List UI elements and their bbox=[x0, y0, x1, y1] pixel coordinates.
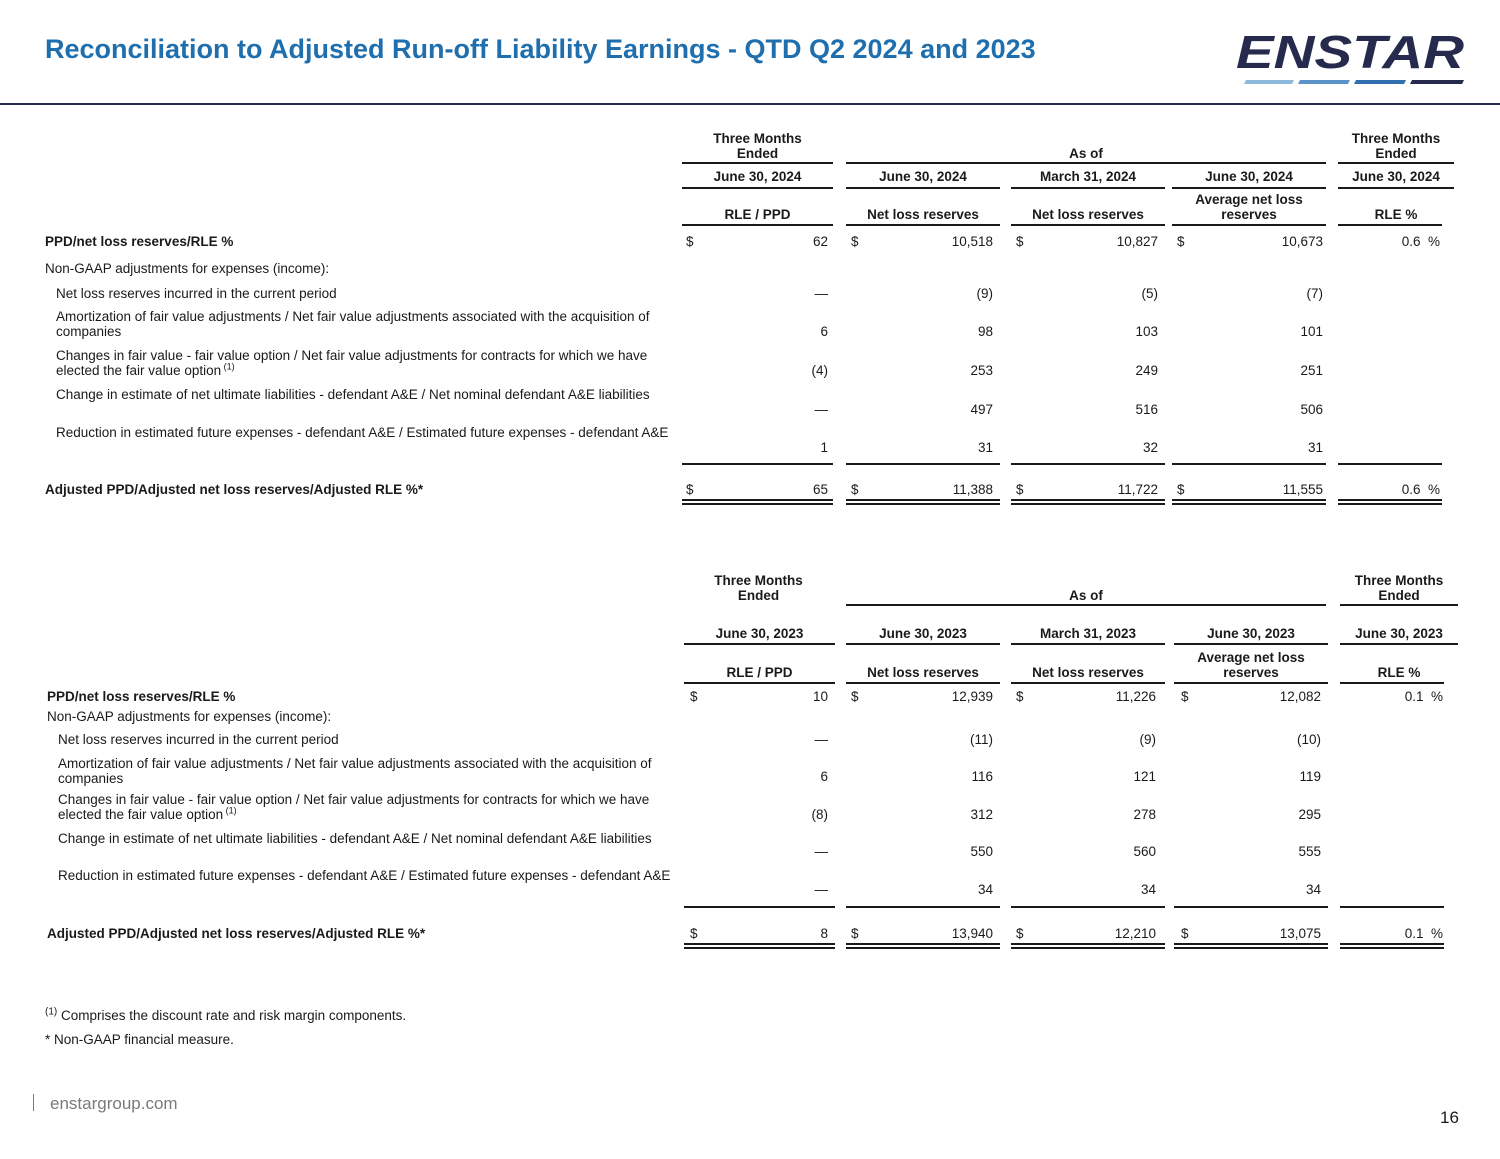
row-label: Amortization of fair value adjustments / Net fair value adjustments associated with the acquisition of companies bbox=[56, 309, 650, 339]
footnote-text: Comprises the discount rate and risk margin components. bbox=[61, 1008, 407, 1023]
cell-value: 12,939 bbox=[951, 689, 993, 704]
footer-website bbox=[33, 1094, 178, 1114]
cell-value: 116 bbox=[971, 769, 993, 784]
row-label: Adjusted PPD/Adjusted net loss reserves/Adjusted RLE %* bbox=[47, 926, 426, 941]
date-header: June 30, 2024 bbox=[1352, 169, 1440, 184]
currency-symbol: $ bbox=[1016, 689, 1024, 704]
footnote-2: * Non-GAAP financial measure. bbox=[45, 1032, 234, 1047]
currency-symbol: $ bbox=[686, 482, 694, 497]
cell-value: 312 bbox=[970, 807, 993, 822]
group-rule bbox=[846, 604, 1326, 606]
rle-percent: 0.1 % bbox=[1404, 926, 1443, 941]
cell-value: (9) bbox=[1139, 732, 1156, 747]
cell-value: 550 bbox=[970, 844, 993, 859]
cell-value: 497 bbox=[970, 402, 993, 417]
cell-value: (9) bbox=[976, 286, 993, 301]
date-header: June 30, 2024 bbox=[879, 169, 967, 184]
cell-value: 103 bbox=[1135, 324, 1158, 339]
cell-value: 251 bbox=[1300, 363, 1323, 378]
date-header: March 31, 2024 bbox=[1039, 169, 1137, 184]
cell-value: 121 bbox=[1133, 769, 1156, 784]
cell-value: 98 bbox=[977, 324, 993, 339]
cell-value: — bbox=[814, 844, 828, 859]
footnote-reference: (1) bbox=[223, 805, 237, 816]
currency-symbol: $ bbox=[1181, 689, 1189, 704]
cell-value: 12,082 bbox=[1279, 689, 1321, 704]
cell-value: 34 bbox=[977, 882, 993, 897]
cell-value: 278 bbox=[1133, 807, 1156, 822]
row-label: Net loss reserves incurred in the current period bbox=[56, 286, 337, 301]
cell-value: 10,673 bbox=[1281, 234, 1323, 249]
subheader: RLE % bbox=[1374, 207, 1418, 222]
subheader: Average net loss reserves bbox=[1195, 192, 1303, 222]
cell-value: 34 bbox=[1305, 882, 1321, 897]
cell-value: — bbox=[814, 732, 828, 747]
cell-value: 10,518 bbox=[951, 234, 993, 249]
row-label: Change in estimate of net ultimate liabilities - defendant A&E / Net nominal defendant A&E liabilities bbox=[58, 831, 652, 846]
cell-value: 31 bbox=[977, 440, 993, 455]
row-label: Net loss reserves incurred in the current period bbox=[58, 732, 339, 747]
cell-value: (5) bbox=[1141, 286, 1158, 301]
cell-value: 34 bbox=[1140, 882, 1156, 897]
date-header: June 30, 2023 bbox=[1207, 626, 1295, 641]
cell-value: 10 bbox=[812, 689, 828, 704]
row-label: Reduction in estimated future expenses - defendant A&E / Estimated future expenses - defendant A&E bbox=[56, 425, 669, 440]
currency-symbol: $ bbox=[1016, 482, 1024, 497]
cell-value: (11) bbox=[969, 732, 993, 747]
cell-value: 32 bbox=[1142, 440, 1158, 455]
rle-percent: 0.6 % bbox=[1401, 482, 1440, 497]
cell-value: 249 bbox=[1135, 363, 1158, 378]
footer-divider bbox=[33, 1094, 34, 1111]
row-label: Change in estimate of net ultimate liabilities - defendant A&E / Net nominal defendant A&E liabilities bbox=[56, 387, 650, 402]
cell-value: 11,226 bbox=[1115, 689, 1156, 704]
row-label: Adjusted PPD/Adjusted net loss reserves/Adjusted RLE %* bbox=[45, 482, 424, 497]
cell-value: (7) bbox=[1306, 286, 1323, 301]
cell-value: 295 bbox=[1298, 807, 1321, 822]
date-header: June 30, 2024 bbox=[1205, 169, 1293, 184]
row-label: Amortization of fair value adjustments / Net fair value adjustments associated with the acquisition of companies bbox=[58, 756, 652, 786]
website-link[interactable]: enstargroup.com bbox=[50, 1094, 178, 1113]
group-header-as-of: As of bbox=[1069, 146, 1103, 161]
date-header: June 30, 2023 bbox=[715, 626, 804, 641]
row-label: PPD/net loss reserves/RLE % bbox=[47, 689, 236, 704]
page-title: Reconciliation to Adjusted Run-off Liability Earnings - QTD Q2 2024 and 2023 bbox=[45, 34, 1036, 64]
cell-value: (8) bbox=[811, 807, 828, 822]
cell-value: 555 bbox=[1298, 844, 1321, 859]
cell-value: 516 bbox=[1135, 402, 1158, 417]
currency-symbol: $ bbox=[1177, 482, 1185, 497]
subheader: Net loss reserves bbox=[1032, 665, 1144, 680]
group-header-three-months: Three Months Ended bbox=[713, 131, 802, 161]
cell-value: 1 bbox=[820, 440, 828, 455]
cell-value: (4) bbox=[811, 363, 828, 378]
cell-value: — bbox=[814, 402, 828, 417]
subheader: RLE % bbox=[1377, 665, 1421, 680]
currency-symbol: $ bbox=[851, 234, 859, 249]
subheader: Average net loss reserves bbox=[1197, 650, 1305, 680]
currency-symbol: $ bbox=[1016, 234, 1024, 249]
subheader: Net loss reserves bbox=[867, 665, 979, 680]
footnote-marker: (1) bbox=[45, 1006, 58, 1018]
cell-value: (10) bbox=[1296, 732, 1321, 747]
cell-value: 253 bbox=[970, 363, 993, 378]
cell-value: 12,210 bbox=[1114, 926, 1156, 941]
group-header-as-of: As of bbox=[1069, 588, 1103, 603]
currency-symbol: $ bbox=[851, 482, 859, 497]
currency-symbol: $ bbox=[1016, 926, 1024, 941]
rle-percent: 0.6 % bbox=[1401, 234, 1440, 249]
currency-symbol: $ bbox=[690, 926, 698, 941]
cell-value: 62 bbox=[812, 234, 828, 249]
row-label: PPD/net loss reserves/RLE % bbox=[45, 234, 234, 249]
subheader: Net loss reserves bbox=[867, 207, 979, 222]
date-header: June 30, 2023 bbox=[879, 626, 967, 641]
cell-value: 6 bbox=[820, 769, 828, 784]
cell-value: — bbox=[814, 286, 828, 301]
row-label: Non-GAAP adjustments for expenses (income): bbox=[45, 261, 330, 276]
cell-value: 11,555 bbox=[1282, 482, 1323, 497]
subheader: Net loss reserves bbox=[1032, 207, 1144, 222]
subheader: RLE / PPD bbox=[724, 207, 791, 222]
footnote-reference: (1) bbox=[221, 361, 235, 372]
cell-value: 6 bbox=[820, 324, 828, 339]
row-label: Non-GAAP adjustments for expenses (income): bbox=[47, 709, 332, 724]
date-header: June 30, 2024 bbox=[713, 169, 802, 184]
row-label: Changes in fair value - fair value option / Net fair value adjustments for contracts for which we have elected the fair value option $^{(1)}$ bbox=[58, 792, 650, 822]
currency-symbol: $ bbox=[851, 926, 859, 941]
currency-symbol: $ bbox=[1181, 926, 1189, 941]
page-number: 16 bbox=[1440, 1108, 1459, 1127]
cell-value: 31 bbox=[1307, 440, 1323, 455]
cell-value: 10,827 bbox=[1116, 234, 1158, 249]
cell-value: 13,075 bbox=[1279, 926, 1321, 941]
group-header-three-months: Three Months Ended bbox=[714, 573, 803, 603]
currency-symbol: $ bbox=[851, 689, 859, 704]
date-header: March 31, 2023 bbox=[1039, 626, 1137, 641]
currency-symbol: $ bbox=[686, 234, 694, 249]
subheader: RLE / PPD bbox=[726, 665, 793, 680]
cell-value: 119 bbox=[1299, 769, 1321, 784]
currency-symbol: $ bbox=[690, 689, 698, 704]
cell-value: — bbox=[814, 882, 828, 897]
cell-value: 8 bbox=[820, 926, 828, 941]
row-label: Changes in fair value - fair value option / Net fair value adjustments for contracts for which we have elected the fair value option $^{(1)}$ bbox=[56, 348, 648, 378]
group-header-three-months: Three Months Ended bbox=[1351, 131, 1441, 161]
footnote-1 bbox=[45, 1008, 406, 1023]
rle-percent: 0.1 % bbox=[1404, 689, 1443, 704]
cell-value: 101 bbox=[1300, 324, 1323, 339]
cell-value: 560 bbox=[1133, 844, 1156, 859]
group-header-three-months: Three Months Ended bbox=[1354, 573, 1444, 603]
currency-symbol: $ bbox=[1177, 234, 1185, 249]
row-label: Reduction in estimated future expenses - defendant A&E / Estimated future expenses - defendant A&E bbox=[58, 868, 671, 883]
cell-value: 13,940 bbox=[951, 926, 993, 941]
cell-value: 11,388 bbox=[952, 482, 993, 497]
cell-value: 65 bbox=[812, 482, 828, 497]
svg-text:ENSTAR: ENSTAR bbox=[1236, 26, 1464, 78]
group-rule bbox=[1340, 604, 1458, 606]
cell-value: 506 bbox=[1300, 402, 1323, 417]
date-header: June 30, 2023 bbox=[1355, 626, 1443, 641]
cell-value: 11,722 bbox=[1117, 482, 1158, 497]
